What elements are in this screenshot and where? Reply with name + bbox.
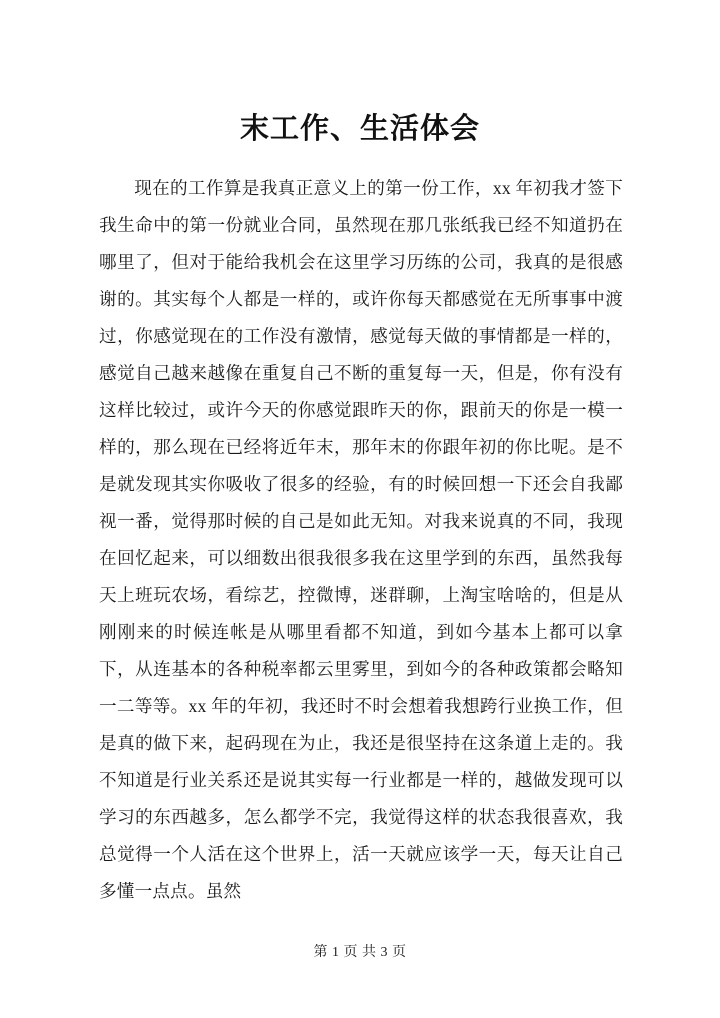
page-title: 末工作、生活体会 xyxy=(239,113,480,145)
body-paragraph: 现在的工作算是我真正意义上的第一份工作，xx 年初我才签下我生命中的第一份就业合同，虽然现在那几张纸我已经不知道扔在哪里了，但对于能给我机会在这里学习历练的公司，我真的是很感谢的。其实每个人都是一样的，或许你每天都感觉在无所事事中渡过，你感觉现在的工作没有激情，感觉每天做的事情都是一样的，感觉自己越来越像在重复自己不断的重复每一天，但是，你有没有这样比较过，或许今天的你感觉跟昨天的你，跟前天的你是一模一样的，那么现在已经将近年末，那年末的你跟年初的你比呢。是不是就发现其实你吸收了很多的经验，有的时候回想一下还会自我鄙视一番，觉得那时候的自己是如此无知。对我来说真的不同，我现在回忆起来，可以细数出很我很多我在这里学到的东西，虽然我每天上班玩农场，看综艺，控微博，迷群聊，上淘宝啥啥的，但是从刚刚来的时候连帐是从哪里看都不知道，到如今基本上都可以拿下，从连基本的各种税率都云里雾里，到如今的各种政策都会略知一二等等。xx 年的年初，我还时不时会想着我想跨行业换工作，但是真的做下来，起码现在为止，我还是很坚持在这条道上走的。我不知道是行业关系还是说其实每一行业都是一样的，越做发现可以学习的东西越多，怎么都学不完，我觉得这样的状态我很喜欢，我总觉得一个人活在这个世界上，活一天就应该学一天，每天让自己多懂一点点。虽然 xyxy=(99,178,623,901)
page-number-footer: 第 1 页 共 3 页 xyxy=(313,945,407,960)
document-body xyxy=(99,170,623,910)
